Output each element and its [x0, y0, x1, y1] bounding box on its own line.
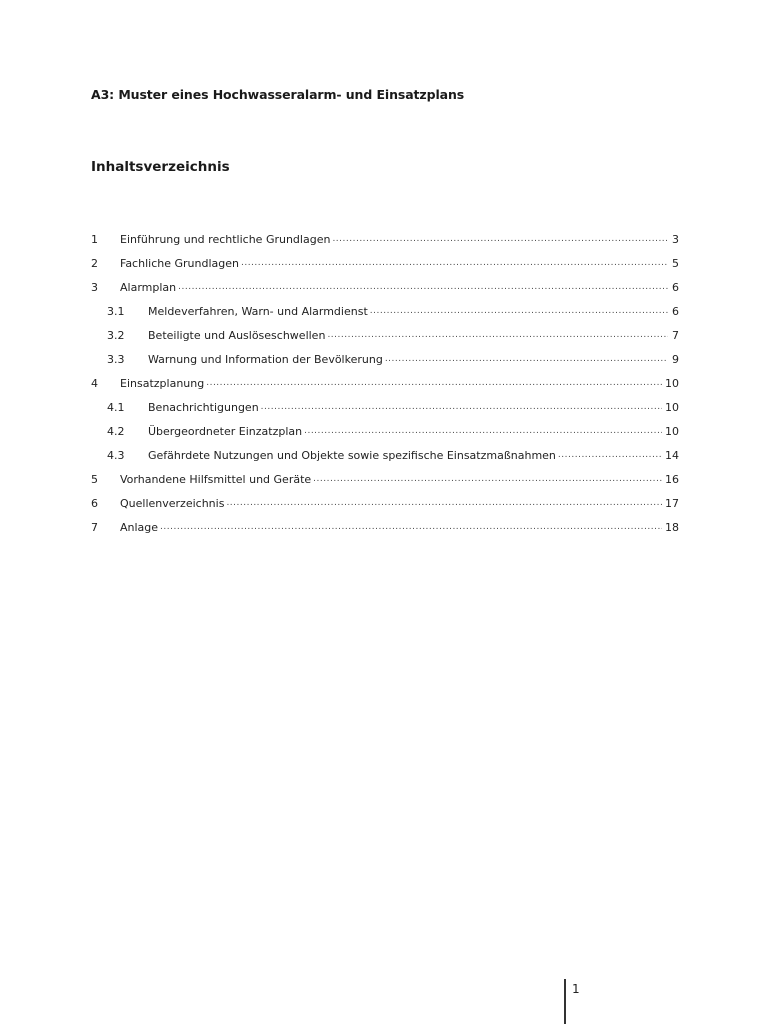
toc-entry-number: 3.1	[107, 304, 125, 318]
toc-entry-title: Warnung und Information der Bevölkerung	[148, 352, 383, 366]
toc-entry-number: 7	[91, 520, 98, 534]
toc-entry[interactable]	[91, 227, 679, 251]
toc-title: Inhaltsverzeichnis	[91, 159, 230, 175]
toc-entry-number: 4.2	[107, 424, 125, 438]
toc-entry-number: 1	[91, 232, 98, 246]
toc-entry[interactable]	[91, 299, 679, 323]
toc-entry-title: Vorhandene Hilfsmittel und Geräte	[120, 472, 312, 486]
toc-entry-number: 5	[91, 472, 98, 486]
toc-entry[interactable]	[91, 467, 679, 491]
toc-entry-page: 10	[665, 424, 679, 438]
toc-entry-number: 6	[91, 496, 98, 510]
toc-entry-page: 16	[665, 472, 679, 486]
toc-leader-dots	[261, 402, 662, 419]
toc-entry[interactable]	[91, 395, 679, 419]
toc-entry-title: Einführung und rechtliche Grundlagen	[120, 232, 331, 246]
toc-entry-page: 17	[665, 496, 679, 510]
toc-entry-number: 4.3	[107, 448, 125, 462]
toc-leader-dots	[385, 354, 668, 371]
toc-entry-page: 6	[672, 304, 679, 318]
toc-entry-page: 7	[672, 328, 679, 342]
document-heading: A3: Muster eines Hochwasseralarm- und Einsatzplans	[91, 87, 465, 102]
toc-entry-page: 3	[672, 232, 679, 246]
toc-entry-title: Alarmplan	[120, 280, 177, 294]
toc-leader-dots	[226, 498, 662, 515]
toc-entry-number: 3	[91, 280, 98, 294]
toc-entry[interactable]	[91, 371, 679, 395]
toc-entry-page: 10	[665, 376, 679, 390]
toc-entry-page: 5	[672, 256, 679, 270]
toc-entry-title: Beteiligte und Auslöseschwellen	[148, 328, 326, 342]
toc-entry-page: 10	[665, 400, 679, 414]
toc-entry[interactable]	[91, 443, 679, 467]
toc-entry-title: Meldeverfahren, Warn- und Alarmdienst	[148, 304, 368, 318]
toc-entry[interactable]	[91, 419, 679, 443]
toc-entry[interactable]	[91, 251, 679, 275]
toc-leader-dots	[327, 330, 668, 347]
toc-entry-title: Benachrichtigungen	[148, 400, 259, 414]
toc-entry[interactable]	[91, 323, 679, 347]
toc-entry-page: 14	[665, 448, 679, 462]
toc-entry-title: Gefährdete Nutzungen und Objekte sowie spezifische Einsatzmaßnahmen	[148, 448, 556, 462]
page-number: 1	[572, 982, 580, 996]
toc-entry-number: 4.1	[107, 400, 125, 414]
toc-entry-number: 3.3	[107, 352, 125, 366]
toc-entry-number: 4	[91, 376, 98, 390]
toc-leader-dots	[558, 450, 662, 467]
table-of-contents	[91, 227, 679, 539]
toc-entry-page: 6	[672, 280, 679, 294]
toc-entry[interactable]	[91, 275, 679, 299]
toc-entry[interactable]	[91, 491, 679, 515]
toc-leader-dots	[313, 474, 662, 491]
toc-entry-page: 18	[665, 520, 679, 534]
toc-entry-title: Fachliche Grundlagen	[120, 256, 239, 270]
toc-entry-title: Übergeordneter Einzatzplan	[148, 424, 303, 438]
toc-leader-dots	[304, 426, 662, 443]
toc-entry[interactable]	[91, 347, 679, 371]
toc-leader-dots	[241, 258, 668, 275]
toc-entry-title: Anlage	[120, 520, 159, 534]
toc-leader-dots	[160, 522, 662, 539]
toc-entry-page: 9	[672, 352, 679, 366]
toc-entry[interactable]	[91, 515, 679, 539]
footer-divider	[564, 979, 566, 1024]
toc-entry-number: 3.2	[107, 328, 125, 342]
toc-entry-title: Einsatzplanung	[120, 376, 205, 390]
toc-leader-dots	[178, 282, 668, 299]
toc-leader-dots	[206, 378, 662, 395]
toc-leader-dots	[332, 234, 668, 251]
toc-leader-dots	[370, 306, 668, 323]
toc-entry-title: Quellenverzeichnis	[120, 496, 225, 510]
toc-entry-number: 2	[91, 256, 98, 270]
